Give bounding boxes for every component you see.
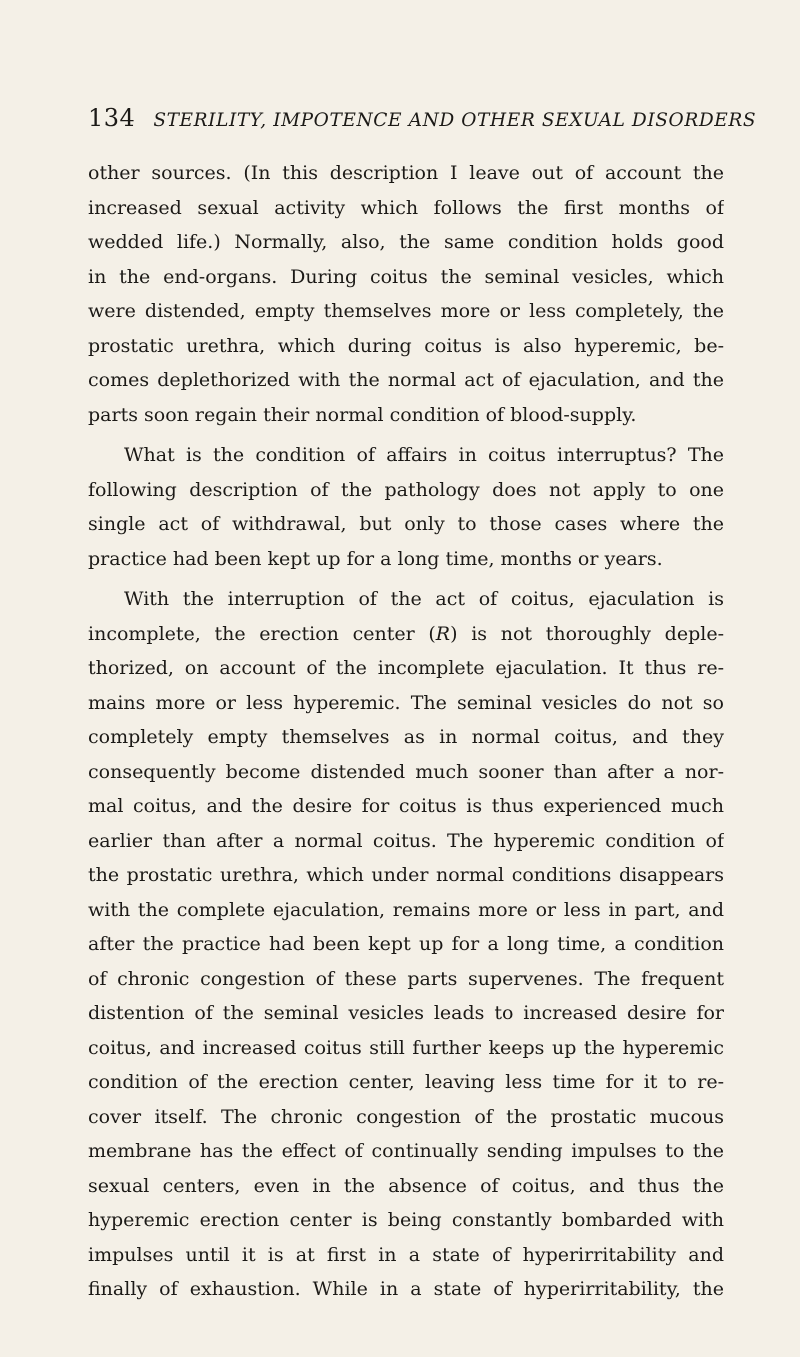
text-line: sexual centers, even in the absence of coitus, and thus the bbox=[88, 1174, 724, 1197]
text-line: completely empty themselves as in normal coitus, and they bbox=[88, 726, 724, 748]
text-line: thorized, on account of the incomplete ejaculation. It thus re- bbox=[88, 657, 724, 679]
text-line: single act of withdrawal, but only to those cases where the bbox=[88, 513, 724, 535]
text-line: wedded life.) Normally, also, the same condition holds good bbox=[88, 231, 724, 253]
text-line: What is the condition of affairs in coitus interruptus? The bbox=[124, 444, 724, 466]
text-line: condition of the erection center, leaving less time for it to re- bbox=[88, 1071, 724, 1093]
text-line: other sources. (In this description I leave out of account the bbox=[88, 162, 724, 184]
running-head-title: STERILITY, IMPOTENCE AND OTHER SEXUAL DISORDERS bbox=[153, 110, 757, 131]
text-line: after the practice had been kept up for a long time, a condition bbox=[88, 933, 724, 955]
text-line: in the end-organs. During coitus the seminal vesicles, which bbox=[88, 265, 724, 288]
text-line: membrane has the effect of continually sending impulses to the bbox=[88, 1140, 724, 1162]
text-line: increased sexual activity which follows the first months of bbox=[88, 196, 724, 219]
text-line: coitus, and increased coitus still further keeps up the hyperemic bbox=[88, 1036, 724, 1059]
text-line: of chronic congestion of these parts supervenes. The frequent bbox=[88, 967, 724, 990]
text-line: the prostatic urethra, which under normal conditions disappears bbox=[88, 864, 724, 886]
text-line: parts soon regain their normal condition of blood-supply. bbox=[88, 403, 637, 426]
text-line: with the complete ejaculation, remains more or less in part, and bbox=[88, 898, 724, 921]
text-line: prostatic urethra, which during coitus is also hyperemic, be- bbox=[88, 334, 724, 357]
page-number: 134 bbox=[88, 104, 136, 132]
text-line: following description of the pathology does not apply to one bbox=[88, 478, 724, 501]
text-line: comes deplethorized with the normal act of ejaculation, and the bbox=[88, 369, 724, 391]
paragraph bbox=[88, 156, 724, 432]
text-line: mal coitus, and the desire for coitus is thus experienced much bbox=[88, 795, 724, 817]
text-line: incomplete, the erection center (R) is not thoroughly deple- bbox=[88, 622, 724, 645]
text-line: finally of exhaustion. While in a state of hyperirritability, the bbox=[88, 1278, 724, 1300]
paragraph bbox=[88, 582, 724, 1307]
paragraph bbox=[88, 438, 724, 576]
text-line: cover itself. The chronic congestion of the prostatic mucous bbox=[88, 1105, 724, 1128]
text-line: hyperemic erection center is being constantly bombarded with bbox=[88, 1209, 724, 1231]
text-line: distention of the seminal vesicles leads to increased desire for bbox=[88, 1002, 724, 1024]
text-line: mains more or less hyperemic. The seminal vesicles do not so bbox=[88, 691, 724, 714]
running-head bbox=[88, 104, 757, 138]
text-line: consequently become distended much sooner than after a nor- bbox=[88, 760, 724, 783]
text-line: With the interruption of the act of coitus, ejaculation is bbox=[124, 588, 724, 610]
text-line: earlier than after a normal coitus. The hyperemic condition of bbox=[88, 829, 724, 852]
text-line: were distended, empty themselves more or less completely, the bbox=[88, 300, 724, 322]
text-line: impulses until it is at first in a state of hyperirritability and bbox=[88, 1243, 724, 1266]
reference-letter: R bbox=[435, 622, 451, 645]
body-text bbox=[88, 156, 724, 1307]
text-line: practice had been kept up for a long time, months or years. bbox=[88, 547, 663, 570]
